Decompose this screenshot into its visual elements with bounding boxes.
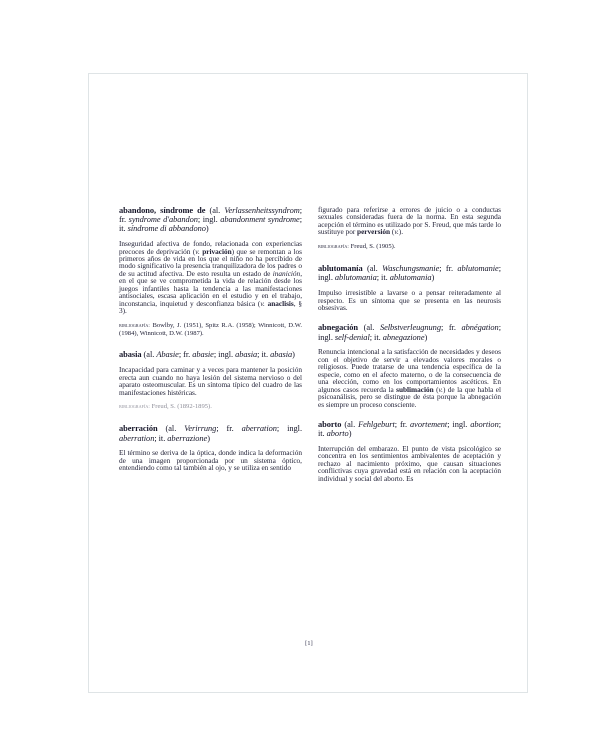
bibliography-refs: Freud, S. (1905). [350, 242, 396, 250]
entry-headword: abandono, síndrome de (al. Verlassenheitssyndrom; fr. syndrome d'abandon; ingl. abandonment syndrome; it. síndrome di abbandono) [119, 206, 302, 234]
entry-spacer [119, 337, 302, 350]
entry-spacer [318, 311, 501, 323]
entry-headword: abasia (al. Abasie; fr. abasie; ingl. abasia; it. abasia) [119, 350, 295, 360]
document-page-sheet [88, 73, 528, 693]
entry-definition-continued: figurado para referirse a errores de juicio o a conductas sexuales consideradas fuera de la norma. En esta segunda acepción el término es utilizado por S. Freud, que más tarde lo sustituye por perversión (v.). [318, 205, 501, 237]
text-column-right [318, 206, 501, 482]
dictionary-entry-aberracion-continued [318, 206, 501, 251]
bibliography-label: bibliografía: [119, 403, 150, 410]
entry-headword: aberración (al. Verirrung; fr. aberration; ingl. aberration; it. aberrazione) [119, 424, 302, 443]
entry-spacer [119, 411, 302, 424]
entry-headword: aborto (al. Fehlgeburt; fr. avortement; ingl. abortion; it. aborto) [318, 420, 501, 439]
dictionary-entry-abnegacion [318, 323, 501, 408]
bibliography-refs: Freud, S. (1892-1895). [151, 402, 212, 410]
entry-bibliography [318, 243, 501, 251]
entry-spacer [318, 408, 501, 420]
bibliography-label: bibliografía: [119, 322, 150, 329]
entry-definition: El término se deriva de la óptica, donde indica la deformación de una imagen proporcionada por un sistema óptico, entendiendo como tal también al ojo, y se utiliza en sentido [119, 448, 302, 473]
bibliography-refs: Bowlby, J. (1951), Spitz R.A. (1958); Winnicott, D.W. (1984), Winnicott, D.W. (1987). [119, 321, 302, 338]
dictionary-entry-ablutomania [318, 264, 501, 311]
dictionary-entry-abandono-sindrome-de [119, 206, 302, 337]
dictionary-entry-aborto [318, 420, 501, 482]
entry-spacer [318, 251, 501, 264]
bibliography-label: bibliografía: [318, 243, 349, 250]
dictionary-entry-aberracion [119, 424, 302, 471]
entry-definition: Renuncia intencional a la satisfacción de necesidades y deseos con el objetivo de servir a elevados valores morales o religiosos. Puede tratarse de una tendencia específica de la especie, como en el afecto materno, o de la consecuencia de una elección, como en los comportamientos ascéticos. En algunos casos recuerda la sublimación (v.) de la que habla el psicoanálisis, pero se distingue de ésta porque la abnegación es siempre un proceso consciente. [318, 347, 501, 409]
dictionary-entry-abasia [119, 350, 302, 411]
entry-headword: abnegación (al. Selbstverleugnung; fr. abnégation; ingl. self-denial; it. abnegazione) [318, 323, 501, 342]
entry-bibliography [119, 403, 302, 411]
page-number: [1] [305, 640, 313, 647]
two-column-text-body [119, 206, 501, 482]
entry-definition: Interrupción del embarazo. El punto de vista psicológico se concentra en los sentimientos ambivalentes de aceptación y rechazo al nacimiento próximo, que causan situaciones conflictivas cuya gravedad está en relación con la aceptación individual y social del aborto. Es [318, 443, 501, 483]
text-column-left [119, 206, 302, 472]
entry-bibliography [119, 322, 302, 338]
entry-headword: ablutomanía (al. Waschungsmanie; fr. ablutomanie; ingl. ablutomania; it. ablutomania) [318, 264, 501, 283]
entry-definition: Inseguridad afectiva de fondo, relacionada con experiencias precoces de deprivación (v. privación) que se remontan a los primeros años de vida en los que el niño no ha percibido de modo significativo la presencia tranquilizadora de los padres o de su actitud afectiva. De esto resulta un estado de inanición, en el que se ve comprometida la vida de relación desde los juegos infantiles hasta la tendencia a las manifestaciones antisociales, escasa aplicación en el estudio y en el trabajo, inconstancia, inquietud y desconfianza básica (v. anaclisis, § 3). [119, 239, 303, 316]
entry-definition: Incapacidad para caminar y a veces para mantener la posición erecta aun cuando no haya lesión del sistema nervioso o del aparato osteomuscular. Es un síntoma típico del cuadro de las manifestaciones histéricas. [119, 365, 302, 397]
entry-definition: Impulso irresistible a lavarse o a pensar reiteradamente al respecto. Es un síntoma que se presenta en las neurosis obsesivas. [318, 288, 501, 313]
